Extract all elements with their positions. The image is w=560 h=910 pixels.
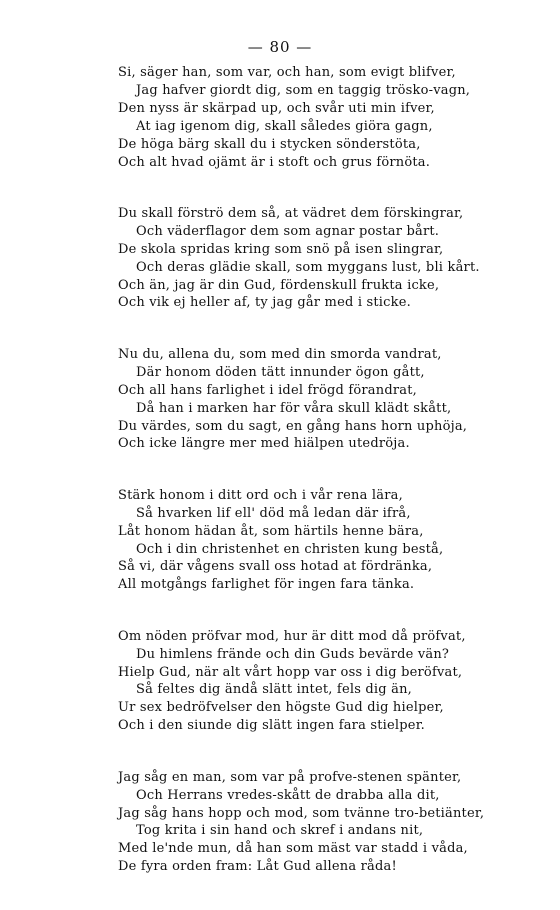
- poem-line: Och all hans farlighet i idel frögd förandrat,: [118, 382, 417, 398]
- poem-line: Då han i marken har för våra skull klädt skått,: [136, 400, 452, 416]
- poem-line: Och icke längre mer med hiälpen utedröja.: [118, 436, 410, 452]
- poem-line: Och i din christenhet en christen kung bestå,: [136, 541, 444, 557]
- poem-line: Om nöden pröfvar mod, hur är ditt mod då pröfvat,: [118, 628, 466, 644]
- stanza-4: [118, 487, 538, 594]
- poem-line: At iag igenom dig, skall således giöra gagn,: [136, 118, 433, 134]
- poem-line: Med le'nde mun, då han som mäst var stadd i våda,: [118, 841, 468, 857]
- poem-line: Stärk honom i ditt ord och i vår rena lära,: [118, 487, 403, 503]
- poem-line: Du värdes, som du sagt, en gång hans horn uphöja,: [118, 418, 468, 434]
- poem-line: Och alt hvad ojämt är i stoft och grus förnöta.: [118, 154, 431, 170]
- poem-line: Låt honom hädan åt, som härtils henne bära,: [118, 523, 424, 539]
- poem-line: Nu du, allena du, som med din smorda vandrat,: [118, 346, 442, 362]
- poem-line: Så hvarken lif ell' död må ledan där ifrå,: [136, 505, 411, 521]
- poem: [118, 64, 538, 910]
- poem-line: De skola spridas kring som snö på isen slingrar,: [118, 241, 444, 257]
- poem-line: De fyra orden fram: Låt Gud allena råda!: [118, 859, 397, 875]
- poem-line: Jag såg hans hopp och mod, som tvänne tro-betiänter,: [118, 805, 485, 821]
- poem-line: Du himlens frände och din Guds bevärde vän?: [136, 646, 450, 662]
- poem-line: Och deras glädie skall, som myggans lust, bli kårt.: [136, 259, 480, 275]
- poem-line: Så vi, där vågens svall oss hotad at fördränka,: [118, 559, 433, 575]
- poem-line: Den nyss är skärpad up, och svår uti min ifver,: [118, 100, 435, 116]
- poem-line: Jag hafver giordt dig, som en taggig trösko-vagn,: [136, 82, 471, 98]
- stanza-6: [118, 769, 538, 876]
- poem-line: Ur sex bedröfvelser den högste Gud dig hielper,: [118, 700, 444, 716]
- poem-line: Och än, jag är din Gud, fördenskull frukta icke,: [118, 277, 440, 293]
- poem-line: Och Herrans vredes-skått de drabba alla dit,: [136, 787, 440, 803]
- poem-line: Så feltes dig ändå slätt intet, fels dig än,: [136, 682, 412, 698]
- poem-line: Si, säger han, som var, och han, som evigt blifver,: [118, 65, 456, 80]
- poem-line: All motgångs farlighet för ingen fara tänka.: [118, 577, 415, 593]
- stanza-3: [118, 346, 538, 453]
- stanza-2: [118, 205, 538, 312]
- poem-line: Och vik ej heller af, ty jag går med i sticke.: [118, 295, 411, 311]
- poem-line: Hielp Gud, när alt vårt hopp var oss i dig beröfvat,: [118, 664, 463, 680]
- stanza-5: [118, 628, 538, 735]
- poem-line: Jag såg en man, som var på profve-stenen spänter,: [118, 769, 462, 785]
- poem-line: Och i den siunde dig slätt ingen fara stielper.: [118, 718, 426, 734]
- poem-line: Och väderflagor dem som agnar postar bårt.: [136, 223, 440, 239]
- page-number: — 80 —: [247, 38, 313, 56]
- poem-line: Där honom döden tätt innunder ögon gått,: [136, 364, 425, 380]
- poem-line: De höga bärg skall du i stycken sönderstöta,: [118, 136, 421, 152]
- poem-line: Tog krita i sin hand och skref i andans nit,: [136, 823, 424, 839]
- stanza-1: [118, 64, 538, 171]
- poem-line: Du skall förströ dem så, at vädret dem förskingrar,: [118, 205, 464, 221]
